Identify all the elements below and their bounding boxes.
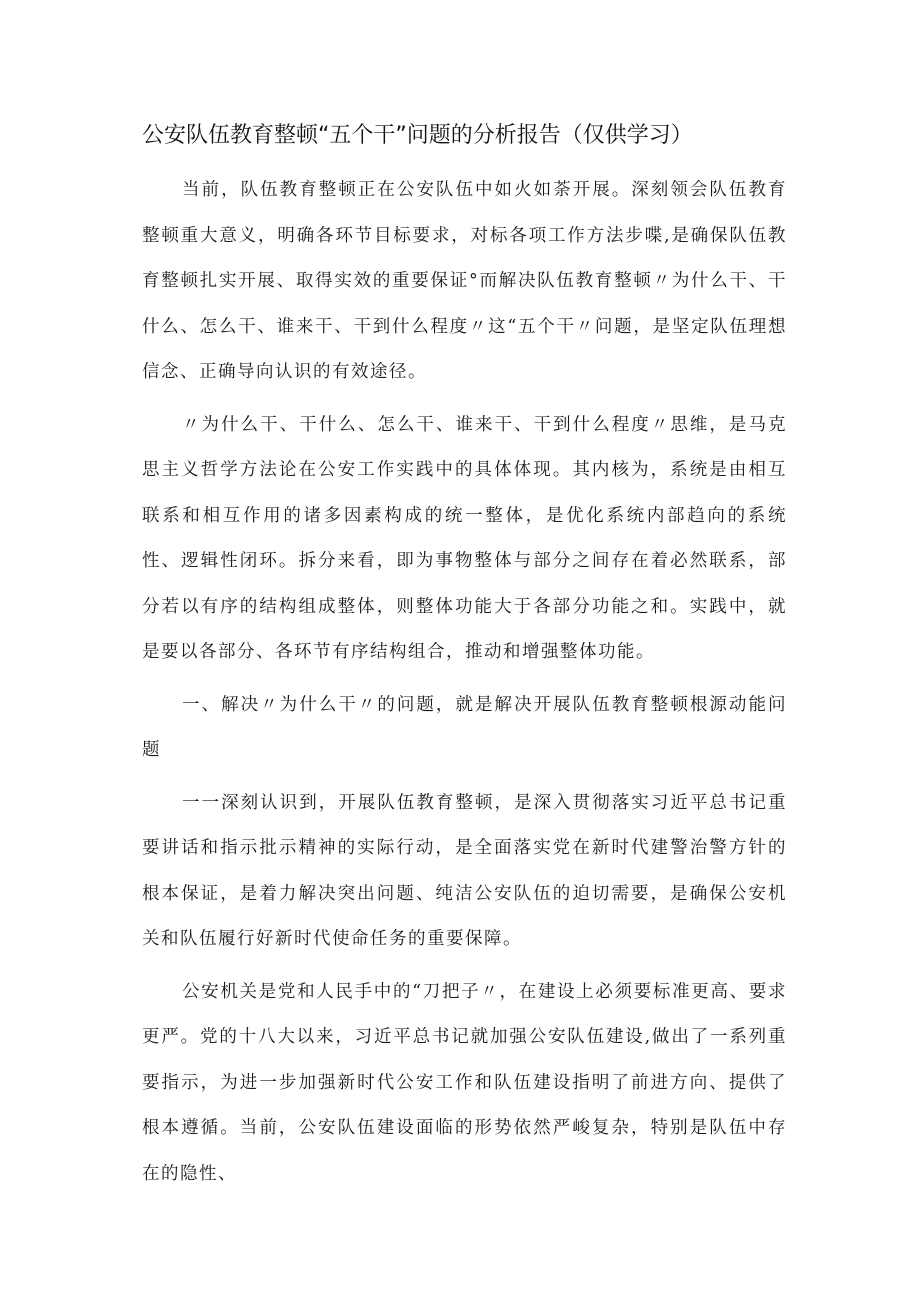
- document-body: [142, 168, 787, 1204]
- paragraph-methodology: 〃为什么干、干什么、怎么干、谁来干、干到什么程度〃思维，是马克思主义哲学方法论在公安工作实践中的具体体现。其内核为，系统是由相互联系和相互作用的诸多因素构成的统一整体，是优化系统内部趋向的系统性、逻辑性闭环。拆分来看，即为事物整体与部分之间存在着必然联系，部分若以有序的结构组成整体，则整体功能大于各部分功能之和。实践中，就是要以各部分、各环节有序结构组合，推动和增强整体功能。: [142, 414, 787, 662]
- paragraph-police-organs: 公安机关是党和人民手中的“刀把子〃，在建设上必须要标准更高、要求更严。党的十八大以来，习近平总书记就加强公安队伍建设,做出了一系列重要指示，为进一步加强新时代公安工作和队伍建设指明了前进方向、提供了根本遵循。当前，公安队伍建设面临的形势依然严峻复杂，特别是队伍中存在的隐性、: [142, 981, 787, 1184]
- section-heading-why: 一、解决〃为什么干〃的问题，就是解决开展队伍教育整顿根源动能问题: [142, 694, 787, 760]
- document-title: 公安队伍教育整顿“五个干”问题的分析报告（仅供学习）: [142, 123, 693, 148]
- paragraph-understanding: 一一深刻认识到，开展队伍教育整顿，是深入贯彻落实习近平总书记重要讲话和指示批示精神的实际行动，是全面落实党在新时代建警治警方针的根本保证，是着力解决突出问题、纯洁公安队伍的迫切需要，是确保公安机关和队伍履行好新时代使命任务的重要保障。: [142, 792, 787, 949]
- paragraph-intro: 当前，队伍教育整顿正在公安队伍中如火如荼开展。深刻领会队伍教育整顿重大意义，明确各环节目标要求，对标各项工作方法步喋,是确保队伍教育整顿扎实开展、取得实效的重要保证°而解决队伍教育整顿〃为什么干、干什么、怎么干、谁来干、干到什么程度〃这“五个干〃问题，是坚定队伍理想信念、正确导向认识的有效途径。: [142, 180, 787, 382]
